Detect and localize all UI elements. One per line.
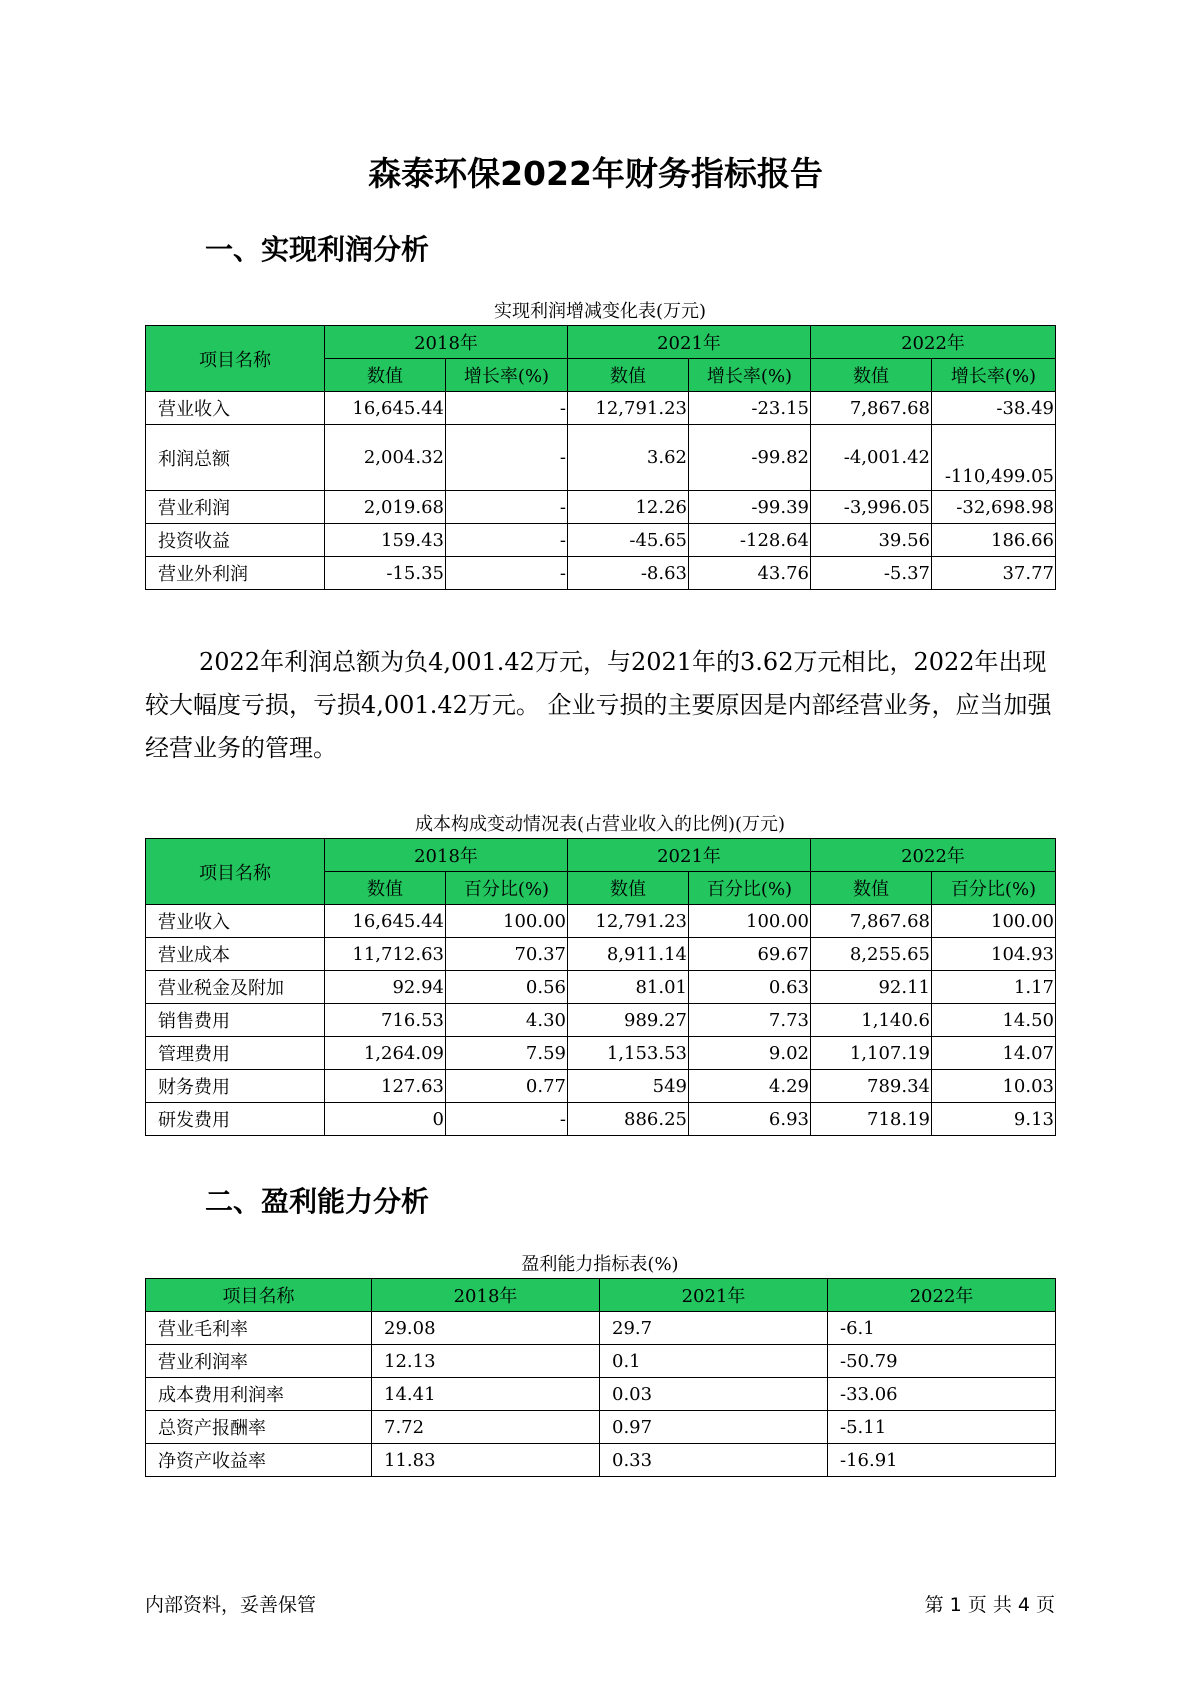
header-growth-rate: 增长率(%): [689, 359, 811, 392]
row-label: 成本费用利润率: [146, 1378, 372, 1411]
table-row: [146, 1103, 1056, 1136]
analysis-paragraph: 2022年利润总额为负4,001.42万元，与2021年的3.62万元相比，2022年出现较大幅度亏损，亏损4,001.42万元。 企业亏损的主要原因是内部经营业务，应当加强经营业务的管理。: [145, 648, 1052, 762]
row-label: 营业利润: [146, 491, 325, 524]
footer-page-number: 第 1 页 共 4 页: [924, 1594, 1055, 1616]
table-cell: -33.06: [828, 1378, 1056, 1411]
table-cell: 12,791.23: [568, 392, 689, 425]
table-cell: 100.00: [689, 905, 811, 938]
row-label: 营业税金及附加: [146, 971, 325, 1004]
table-cell: -: [446, 425, 568, 491]
table-cell: -23.15: [689, 392, 811, 425]
table-row: [146, 971, 1056, 1004]
table-cell: 29.7: [600, 1312, 828, 1345]
ratio-table-caption: 盈利能力指标表(%): [521, 1254, 679, 1275]
header-value: 数值: [568, 872, 689, 905]
table-cell: -128.64: [689, 524, 811, 557]
header-value: 数值: [325, 872, 446, 905]
table-cell: 14.07: [932, 1037, 1056, 1070]
header-year: 2018年: [372, 1279, 600, 1312]
table-cell: 886.25: [568, 1103, 689, 1136]
header-year: 2021年: [600, 1279, 828, 1312]
table-row: [146, 1070, 1056, 1103]
table-row: [146, 905, 1056, 938]
header-growth-rate: 增长率(%): [932, 359, 1056, 392]
table-cell: 14.41: [372, 1378, 600, 1411]
header-growth-rate: 增长率(%): [446, 359, 568, 392]
table-cell: 12.13: [372, 1345, 600, 1378]
table-row: [146, 1411, 1056, 1444]
cost-table: [145, 838, 1056, 1136]
table-cell: 8,911.14: [568, 938, 689, 971]
table-row: [146, 425, 1056, 491]
table-cell: -45.65: [568, 524, 689, 557]
table-cell: -32,698.98: [932, 491, 1056, 524]
document-title: 森泰环保2022年财务指标报告: [368, 154, 823, 193]
table-row: [146, 1004, 1056, 1037]
table-cell: -: [446, 392, 568, 425]
row-label: 营业外利润: [146, 557, 325, 590]
table-cell: 1,264.09: [325, 1037, 446, 1070]
row-label: 研发费用: [146, 1103, 325, 1136]
table-cell: -3,996.05: [811, 491, 932, 524]
table-cell: 4.29: [689, 1070, 811, 1103]
table-cell: 159.43: [325, 524, 446, 557]
table-cell: -16.91: [828, 1444, 1056, 1477]
table-cell: 70.37: [446, 938, 568, 971]
table-cell: -110,499.05: [932, 425, 1056, 491]
table-cell: -38.49: [932, 392, 1056, 425]
table-cell: 39.56: [811, 524, 932, 557]
table-cell: 16,645.44: [325, 392, 446, 425]
table-row: [146, 1345, 1056, 1378]
table-cell: -: [446, 557, 568, 590]
table-cell: 8,255.65: [811, 938, 932, 971]
profit-table-caption: 实现利润增减变化表(万元): [493, 301, 707, 322]
table-cell: -5.37: [811, 557, 932, 590]
table-cell: 0: [325, 1103, 446, 1136]
cost-table-caption: 成本构成变动情况表(占营业收入的比例)(万元): [414, 814, 786, 835]
header-percent: 百分比(%): [932, 872, 1056, 905]
table-cell: 0.77: [446, 1070, 568, 1103]
table-cell: 0.33: [600, 1444, 828, 1477]
header-item-name: 项目名称: [146, 839, 325, 905]
header-year: 2018年: [325, 326, 568, 359]
header-percent: 百分比(%): [446, 872, 568, 905]
header-year: 2021年: [568, 839, 811, 872]
table-cell: 104.93: [932, 938, 1056, 971]
table-cell: 37.77: [932, 557, 1056, 590]
table-cell: 12.26: [568, 491, 689, 524]
table-cell: 3.62: [568, 425, 689, 491]
table-cell: 81.01: [568, 971, 689, 1004]
table-cell: -15.35: [325, 557, 446, 590]
header-year: 2022年: [828, 1279, 1056, 1312]
table-cell: -6.1: [828, 1312, 1056, 1345]
table-row: [146, 1312, 1056, 1345]
table-cell: -99.82: [689, 425, 811, 491]
table-cell: 92.11: [811, 971, 932, 1004]
section-heading-profit: 一、实现利润分析: [205, 233, 430, 266]
table-cell: 9.13: [932, 1103, 1056, 1136]
header-item-name: 项目名称: [146, 326, 325, 392]
table-cell: 11.83: [372, 1444, 600, 1477]
table-cell: -: [446, 1103, 568, 1136]
table-cell: 92.94: [325, 971, 446, 1004]
table-cell: 716.53: [325, 1004, 446, 1037]
table-cell: 789.34: [811, 1070, 932, 1103]
table-row: [146, 491, 1056, 524]
row-label: 营业成本: [146, 938, 325, 971]
table-cell: 186.66: [932, 524, 1056, 557]
table-row: [146, 1378, 1056, 1411]
header-item-name: 项目名称: [146, 1279, 372, 1312]
row-label: 总资产报酬率: [146, 1411, 372, 1444]
table-cell: 549: [568, 1070, 689, 1103]
table-cell: 7,867.68: [811, 905, 932, 938]
table-cell: 14.50: [932, 1004, 1056, 1037]
table-cell: 16,645.44: [325, 905, 446, 938]
table-row: [146, 392, 1056, 425]
row-label: 营业收入: [146, 905, 325, 938]
section-heading-profitability: 二、盈利能力分析: [205, 1185, 430, 1218]
table-cell: 2,019.68: [325, 491, 446, 524]
row-label: 财务费用: [146, 1070, 325, 1103]
table-cell: 7.72: [372, 1411, 600, 1444]
row-label: 营业毛利率: [146, 1312, 372, 1345]
header-value: 数值: [568, 359, 689, 392]
table-cell: 989.27: [568, 1004, 689, 1037]
table-cell: 0.03: [600, 1378, 828, 1411]
header-year: 2022年: [811, 839, 1056, 872]
ratio-table: [145, 1278, 1056, 1477]
header-year: 2021年: [568, 326, 811, 359]
table-cell: 2,004.32: [325, 425, 446, 491]
row-label: 投资收益: [146, 524, 325, 557]
table-cell: 11,712.63: [325, 938, 446, 971]
table-cell: 12,791.23: [568, 905, 689, 938]
table-cell: 100.00: [932, 905, 1056, 938]
header-value: 数值: [325, 359, 446, 392]
table-cell: -: [446, 491, 568, 524]
table-cell: 0.56: [446, 971, 568, 1004]
table-cell: 100.00: [446, 905, 568, 938]
table-cell: 6.93: [689, 1103, 811, 1136]
header-year: 2022年: [811, 326, 1056, 359]
table-cell: 1,153.53: [568, 1037, 689, 1070]
row-label: 利润总额: [146, 425, 325, 491]
table-cell: 7,867.68: [811, 392, 932, 425]
table-cell: 9.02: [689, 1037, 811, 1070]
table-cell: -99.39: [689, 491, 811, 524]
table-cell: 1,140.6: [811, 1004, 932, 1037]
table-cell: 7.59: [446, 1037, 568, 1070]
table-cell: 0.63: [689, 971, 811, 1004]
table-cell: 7.73: [689, 1004, 811, 1037]
table-cell: 1,107.19: [811, 1037, 932, 1070]
row-label: 销售费用: [146, 1004, 325, 1037]
table-cell: 127.63: [325, 1070, 446, 1103]
header-value: 数值: [811, 872, 932, 905]
table-row: [146, 557, 1056, 590]
table-cell: 0.97: [600, 1411, 828, 1444]
table-row: [146, 1037, 1056, 1070]
table-row: [146, 1444, 1056, 1477]
table-cell: -4,001.42: [811, 425, 932, 491]
row-label: 营业利润率: [146, 1345, 372, 1378]
table-cell: 4.30: [446, 1004, 568, 1037]
row-label: 净资产收益率: [146, 1444, 372, 1477]
table-cell: -: [446, 524, 568, 557]
table-cell: -50.79: [828, 1345, 1056, 1378]
row-label: 管理费用: [146, 1037, 325, 1070]
table-cell: 1.17: [932, 971, 1056, 1004]
table-cell: -5.11: [828, 1411, 1056, 1444]
table-cell: 43.76: [689, 557, 811, 590]
footer-confidential-note: 内部资料，妥善保管: [145, 1594, 317, 1616]
header-year: 2018年: [325, 839, 568, 872]
table-row: [146, 524, 1056, 557]
table-cell: 10.03: [932, 1070, 1056, 1103]
table-cell: 29.08: [372, 1312, 600, 1345]
row-label: 营业收入: [146, 392, 325, 425]
table-cell: 69.67: [689, 938, 811, 971]
table-cell: -8.63: [568, 557, 689, 590]
header-percent: 百分比(%): [689, 872, 811, 905]
profit-table: [145, 325, 1056, 590]
table-row: [146, 938, 1056, 971]
table-cell: 718.19: [811, 1103, 932, 1136]
table-cell: 0.1: [600, 1345, 828, 1378]
header-value: 数值: [811, 359, 932, 392]
